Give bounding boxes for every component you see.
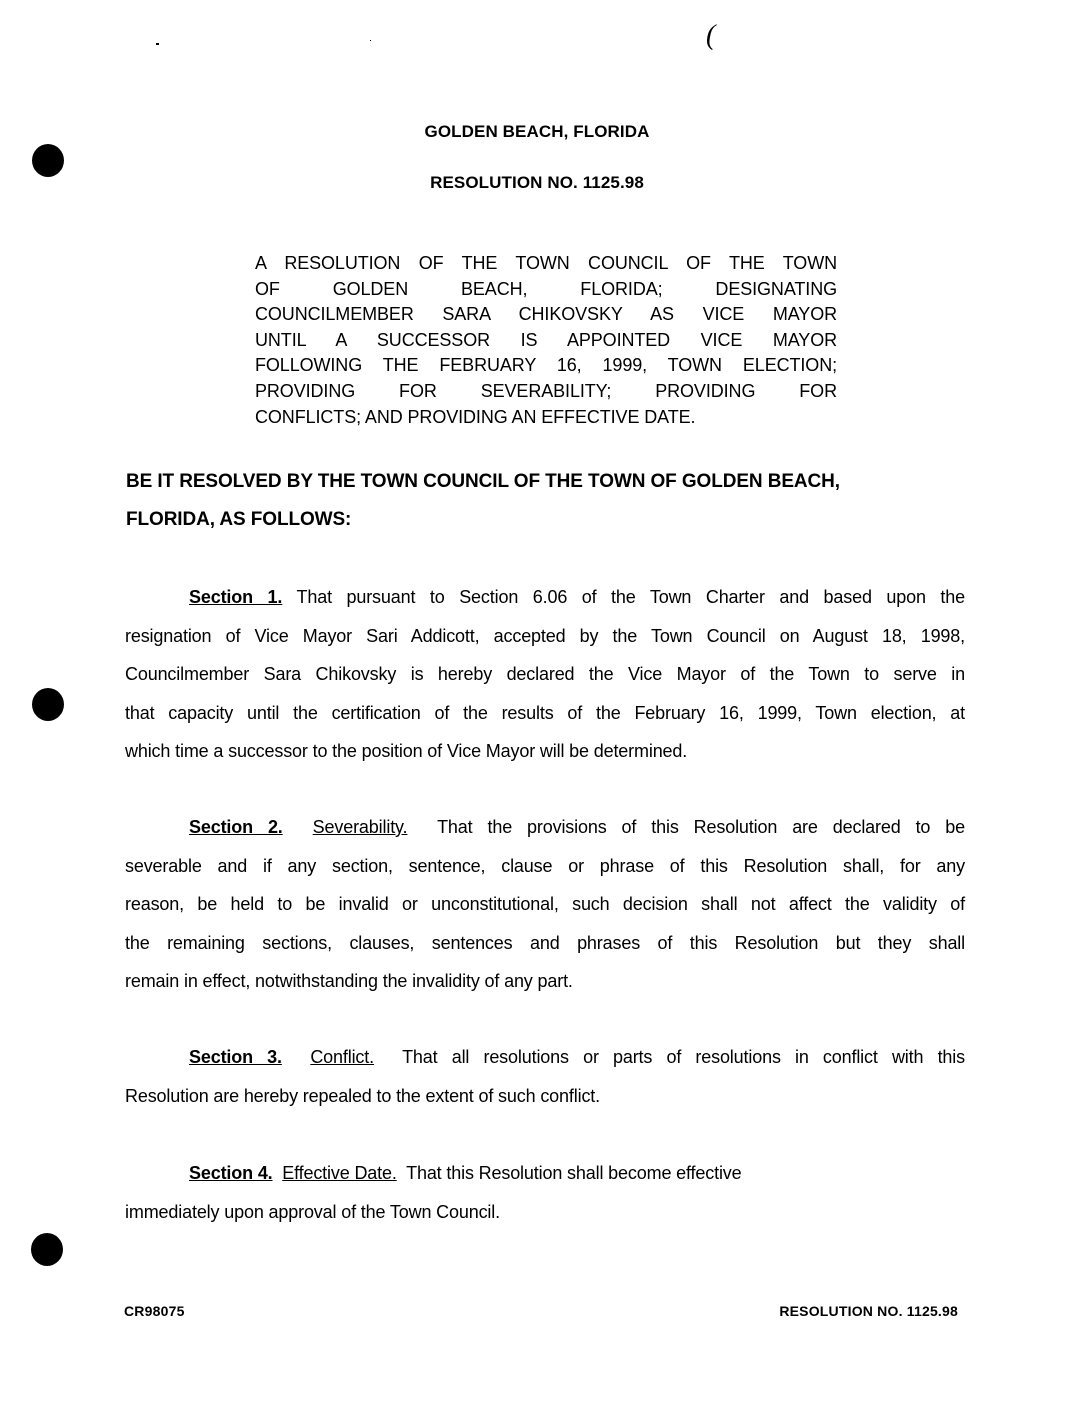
section-line: remain in effect, notwithstanding the invalidity of any part. [125,971,573,992]
section-text: That the provisions of this Resolution are declared to be [437,817,965,837]
section-label: Section 2. [189,817,283,837]
hole-punch-mark-bottom [31,1233,63,1266]
section-line: resignation of Vice Mayor Sari Addicott, accepted by the Town Council on August 18, 1998, [125,625,965,646]
section-line [125,578,965,617]
section-text: That pursuant to Section 6.06 of the Town Charter and based upon the [296,587,965,607]
section-label: Section 1. [189,587,283,607]
section-title: Severability. [312,817,408,837]
resolution-caption [255,251,837,430]
section-2 [125,808,965,1001]
section-line: which time a successor to the position of Vice Mayor will be determined. [125,741,688,762]
section-label: Section 4. [189,1163,273,1183]
hole-punch-mark-middle [32,688,64,721]
resolution-number-heading: RESOLUTION NO. 1125.98 [430,173,644,192]
resolved-clause-line: FLORIDA, AS FOLLOWS: [126,509,352,530]
section-4 [125,1154,965,1231]
caption-line: PROVIDING FOR SEVERABILITY; PROVIDING FOR [255,380,837,401]
caption-line: A RESOLUTION OF THE TOWN COUNCIL OF THE TOWN [255,253,837,273]
town-heading: GOLDEN BEACH, FLORIDA [424,122,650,141]
section-title: Conflict. [310,1047,374,1067]
resolved-clause-line: BE IT RESOLVED BY THE TOWN COUNCIL OF THE TOWN OF GOLDEN BEACH, [126,471,840,492]
section-line: Councilmember Sara Chikovsky is hereby declared the Vice Mayor of the Town to serve in [125,664,965,685]
section-3 [125,1038,965,1115]
section-line [125,808,965,847]
scan-speck [370,40,371,41]
caption-line: UNTIL A SUCCESSOR IS APPOINTED VICE MAYOR [255,329,837,350]
caption-line: FOLLOWING THE FEBRUARY 16, 1999, TOWN ELECTION; [255,355,837,376]
caption-line: OF GOLDEN BEACH, FLORIDA; DESIGNATING [255,278,837,299]
section-line: Resolution are hereby repealed to the extent of such conflict. [125,1085,600,1106]
scan-corner-mark: ( [706,20,716,51]
footer-document-code: CR98075 [124,1303,185,1319]
section-line [125,1154,965,1193]
section-line: immediately upon approval of the Town Council. [125,1201,500,1222]
section-line: severable and if any section, sentence, clause or phrase of this Resolution shall, for any [125,855,965,876]
scan-speck [156,43,159,45]
section-text: That all resolutions or parts of resolutions in conflict with this [402,1047,965,1067]
section-line: that capacity until the certification of the results of the February 16, 1999, Town election, at [125,702,965,723]
section-line [125,1038,965,1077]
section-line: the remaining sections, clauses, sentences and phrases of this Resolution but they shall [125,932,965,953]
caption-line: CONFLICTS; AND PROVIDING AN EFFECTIVE DATE. [255,406,696,427]
resolved-clause [126,463,964,539]
footer-resolution-number: RESOLUTION NO. 1125.98 [779,1303,958,1319]
section-line: reason, be held to be invalid or unconstitutional, such decision shall not affect the validity of [125,894,965,915]
section-text: That this Resolution shall become effective [406,1163,742,1183]
section-label: Section 3. [189,1047,282,1067]
section-1 [125,578,965,771]
section-title: Effective Date. [282,1163,397,1183]
caption-line: COUNCILMEMBER SARA CHIKOVSKY AS VICE MAYOR [255,304,837,325]
